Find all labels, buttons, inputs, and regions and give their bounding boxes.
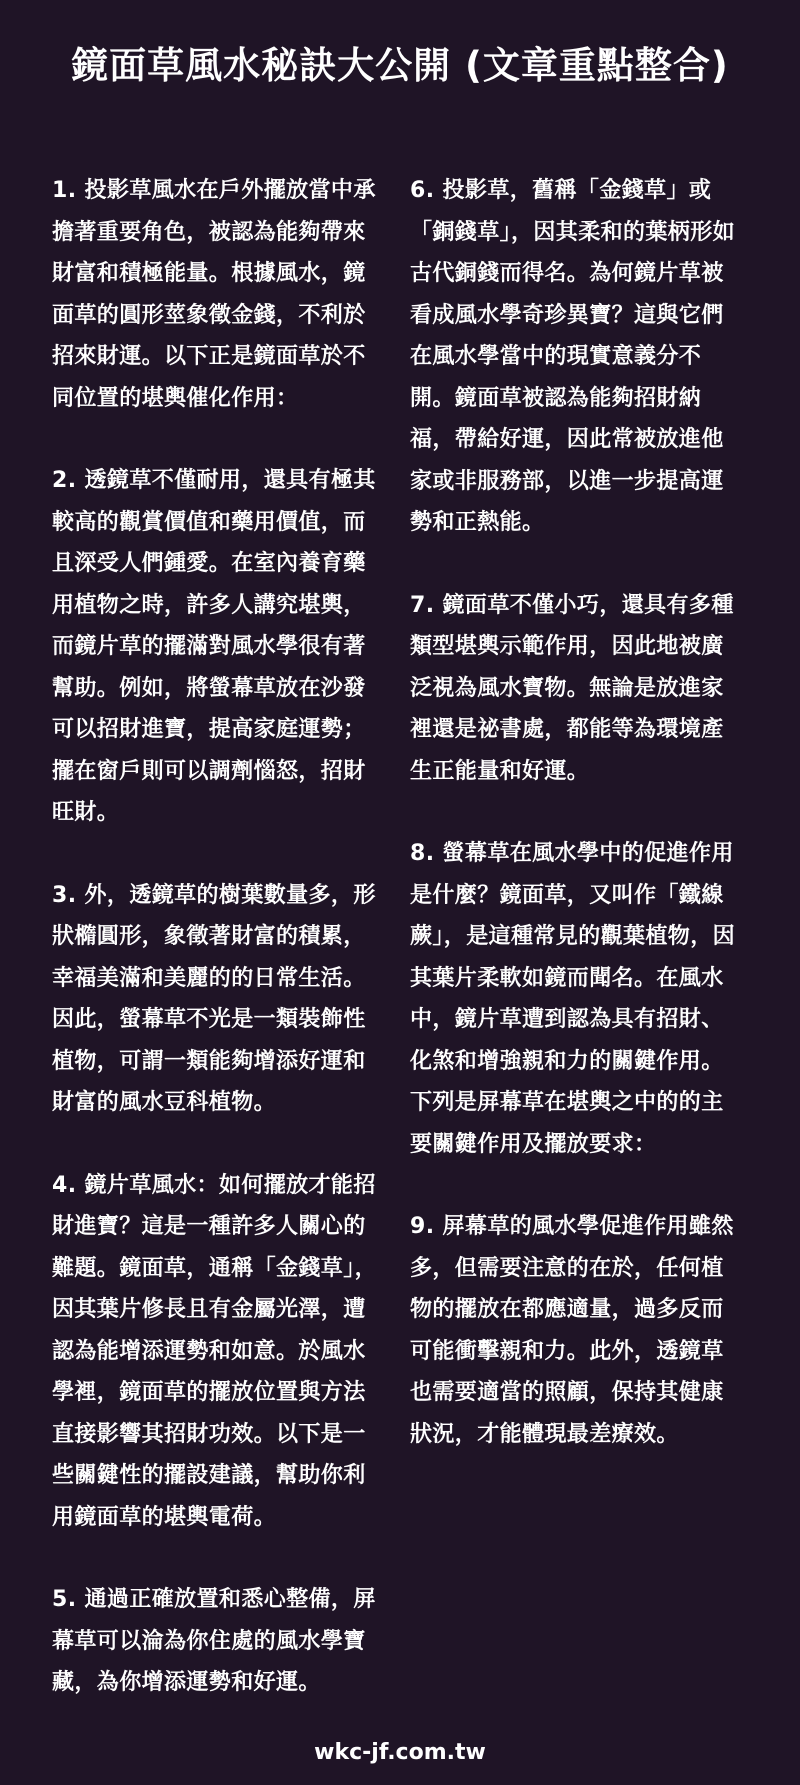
paragraph-2: 2. 透鏡草不僅耐用，還具有極其較高的觀賞價值和藥用價值，而且深受人們鍾愛。在室內養育藥用植物之時，許多人講究堪輿，而鏡片草的擺滿對風水學很有著幫助。例如，將螢幕草放在沙發可以招財進寶，提高家庭運勢；擺在窗戶則可以調劑惱怒，招財旺財。 bbox=[52, 468, 376, 825]
left-column bbox=[52, 170, 387, 1745]
paragraph-3: 3. 外，透鏡草的樹葉數量多，形狀橢圓形，象徵著財富的積累，幸福美滿和美麗的的日常生活。因此，螢幕草不光是一類裝飾性植物，可謂一類能夠增添好運和財富的風水豆科植物。 bbox=[52, 882, 376, 1115]
paragraph-4: 4. 鏡片草風水：如何擺放才能招財進寶？這是一種許多人關心的難題。鏡面草，通稱「金錢草」，因其葉片修長且有金屬光澤，遭認為能增添運勢和如意。於風水學裡，鏡面草的擺放位置與方法直接影響其招財功效。以下是一些關鍵性的擺設建議，幫助你利用鏡面草的堪輿電荷。 bbox=[52, 1172, 378, 1530]
paragraph-7: 7. 鏡面草不僅小巧，還具有多種類型堪輿示範作用，因此地被廣泛視為風水寶物。無論是放進家裡還是祕書處，都能等為環境產生正能量和好運。 bbox=[410, 592, 734, 784]
page-title: 鏡面草風水秘訣大公開 (文章重點整合) bbox=[71, 44, 729, 87]
paragraph-6: 6. 投影草，舊稱「金錢草」或「銅錢草」，因其柔和的葉柄形如古代銅錢而得名。為何鏡片草被看成風水學奇珍異寶？這與它們在風水學當中的現實意義分不開。鏡面草被認為能夠招財納福，帶給好運，因此常被放進他家或非服務部，以進一步提高運勢和正熱能。 bbox=[410, 178, 736, 535]
footer-site-url: wkc-jf.com.tw bbox=[314, 1740, 486, 1765]
paragraph-9: 9. 屏幕草的風水學促進作用雖然多，但需要注意的在於，任何植物的擺放在都應適量，過多反而可能衝擊親和力。此外，透鏡草也需要適當的照顧，保持其健康狀況，才能體現最差療效。 bbox=[410, 1214, 734, 1447]
paragraph-8: 8. 螢幕草在風水學中的促進作用是什麼？鏡面草，又叫作「鐵線蕨」，是這種常見的觀葉植物，因其葉片柔軟如鏡而聞名。在風水中，鏡片草遭到認為具有招財、化煞和增強親和力的關鍵作用。下列是屏幕草在堪輿之中的的主要關鍵作用及擺放要求： bbox=[410, 841, 736, 1157]
paragraph-5: 5. 通過正確放置和悉心整備，屏幕草可以淪為你住處的風水學寶藏，為你增添運勢和好運。 bbox=[52, 1587, 376, 1695]
right-column bbox=[410, 170, 745, 1496]
paragraph-1: 1. 投影草風水在戶外擺放當中承擔著重要角色，被認為能夠帶來財富和積極能量。根據風水，鏡面草的圓形莖象徵金錢，不利於招來財運。以下正是鏡面草於不同位置的堪輿催化作用： bbox=[52, 178, 376, 411]
